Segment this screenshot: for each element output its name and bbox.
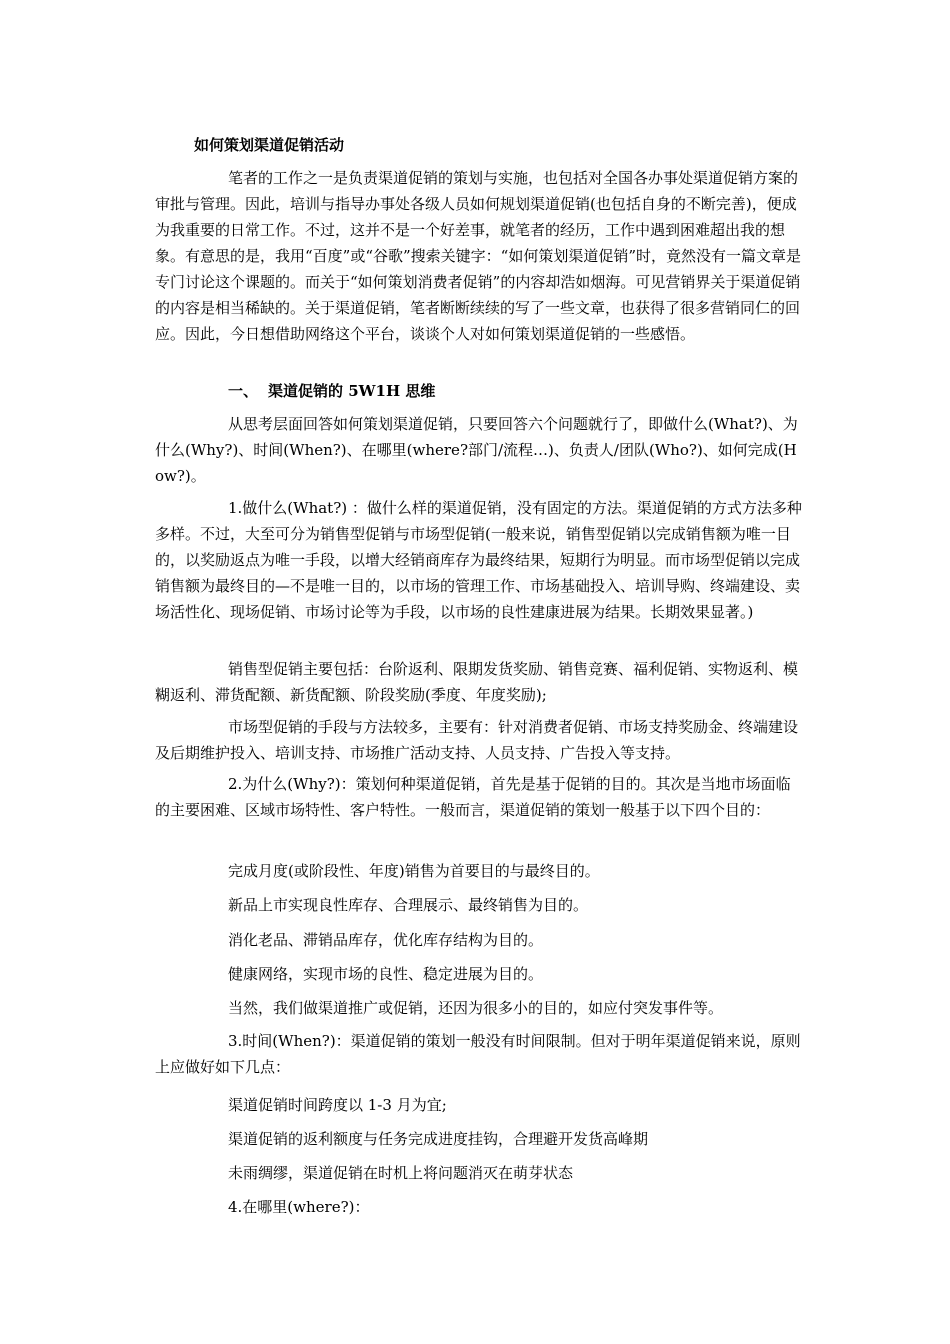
intro-paragraph: 笔者的工作之一是负责渠道促销的策划与实施，也包括对全国各办事处渠道促销方案的审批与管理。因此，培训与指导办事处各级人员如何规划渠道促销(也包括自身的不断完善)，便成为我重要的日常工作。不过，这并不是一个好差事，就笔者的经历，工作中遇到困难超出我的想象。有意思的是，我用“百度”或“谷歌”搜索关键字：“如何策划渠道促销”时，竟然没有一篇文章是专门讨论这个课题的。而关于“如何策划消费者促销”的内容却浩如烟海。可见营销界关于渠道促销的内容是相当稀缺的。关于渠道促销，笔者断断续续的写了一些文章，也获得了很多营销同仁的回应。因此，今日想借助网络这个平台，谈谈个人对如何策划渠道促销的一些感悟。 (155, 169, 802, 343)
why-item: 当然，我们做渠道推广或促销，还因为很多小的目的，如应付突发事件等。 (228, 999, 724, 1017)
why-item: 完成月度(或阶段性、年度)销售为首要目的与最终目的。 (228, 862, 600, 880)
section-title: 渠道促销的 5W1H 思维 (268, 382, 436, 400)
where-heading: 4.在哪里(where?)： (228, 1198, 370, 1216)
why-paragraph: 2.为什么(Why?)：策划何种渠道促销，首先是基于促销的目的。其次是当地市场面临的主要困难、区域市场特性、客户特性。一般而言，渠道促销的策划一般基于以下四个目的： (155, 775, 791, 819)
when-item: 渠道促销的返利额度与任务完成进度挂钩，合理避开发货高峰期 (228, 1130, 649, 1148)
sales-promotion-paragraph: 销售型促销主要包括：台阶返利、限期发货奖励、销售竞赛、福利促销、实物返利、模糊返利、滞货配额、新货配额、阶段奖励(季度、年度奖励); (155, 660, 799, 704)
why-item: 新品上市实现良性库存、合理展示、最终销售为目的。 (228, 896, 589, 914)
overview-paragraph: 从思考层面回答如何策划渠道促销，只要回答六个问题就行了，即做什么(What?)、为什么(Why?)、时间(When?)、在哪里(where?部门/流程…)、负责人/团队(Who?)、如何完成(How?)。 (155, 415, 798, 485)
document-title: 如何策划渠道促销活动 (194, 136, 345, 154)
why-item: 健康网络，实现市场的良性、稳定进展为目的。 (228, 965, 544, 983)
section-number: 一、 (228, 382, 259, 400)
section-heading-1 (228, 380, 435, 402)
when-item: 渠道促销时间跨度以 1-3 月为宜; (228, 1096, 447, 1114)
market-promotion-paragraph: 市场型促销的手段与方法较多，主要有：针对消费者促销、市场支持奖励金、终端建设及后期维护投入、培训支持、市场推广活动支持、人员支持、广告投入等支持。 (155, 718, 799, 762)
when-paragraph: 3.时间(When?)：渠道促销的策划一般没有时间限制。但对于明年渠道促销来说，原则上应做好如下几点： (155, 1032, 801, 1076)
why-item: 消化老品、滞销品库存，优化库存结构为目的。 (228, 931, 544, 949)
when-item: 未雨绸缪，渠道促销在时机上将问题消灭在萌芽状态 (228, 1164, 574, 1182)
what-paragraph: 1.做什么(What?) ：做什么样的渠道促销，没有固定的方法。渠道促销的方式方法多种多样。不过，大至可分为销售型促销与市场型促销(一般来说，销售型促销以完成销售额为唯一目的，以奖励返点为唯一手段，以增大经销商库存为最终结果，短期行为明显。而市场型促销以完成销售额为最终目的—不是唯一目的，以市场的管理工作、市场基础投入、培训导购、终端建设、卖场活性化、现场促销、市场讨论等为手段，以市场的良性建康进展为结果。长期效果显著。) (155, 499, 802, 621)
